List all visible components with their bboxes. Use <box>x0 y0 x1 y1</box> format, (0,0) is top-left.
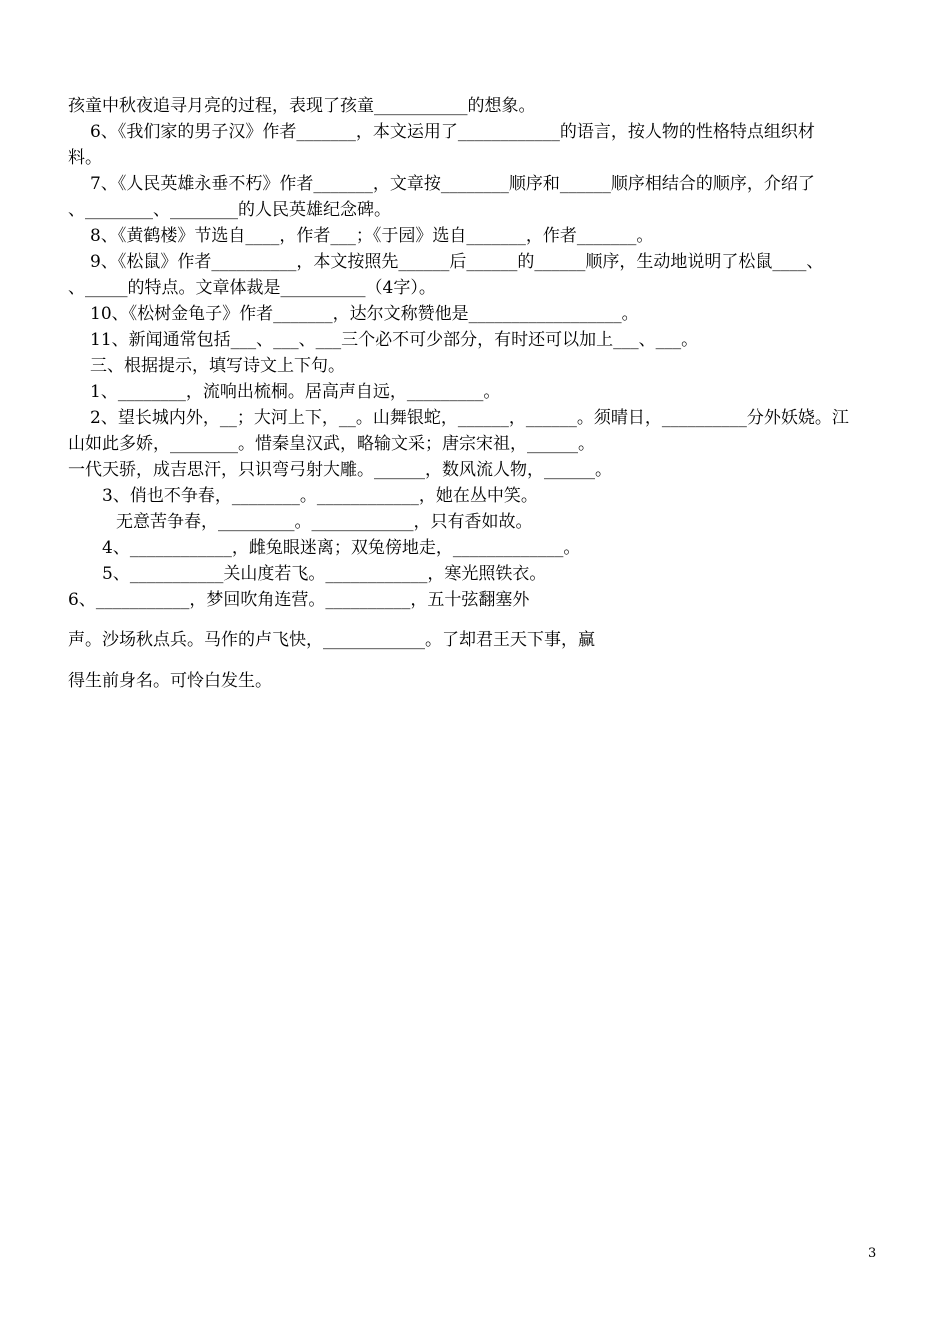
question-6: 6、《我们家的男子汉》作者_______，本文运用了____________的语言，按人物的性格特点组织材 <box>90 122 815 142</box>
text-line: 、________、________的人民英雄纪念碑。 <box>68 200 391 220</box>
text-line: 、_____的特点。文章体裁是__________（4字）。 <box>68 278 436 298</box>
poem-1: 1、________，流响出梳桐。居高声自远，_________。 <box>90 382 501 402</box>
question-11: 11、新闻通常包括___、___、___三个必不可少部分，有时还可以加上___、___。 <box>90 330 699 350</box>
page-number: 3 <box>868 1246 877 1261</box>
text-line: 一代天骄，成吉思汗，只识弯弓射大雕。______，数风流人物，______。 <box>68 460 612 480</box>
poem-2: 2、望长城内外，__；大河上下，__。山舞银蛇，______，______。须晴日，__________分外妖娆。江 <box>90 408 849 428</box>
question-8: 8、《黄鹤楼》节选自____，作者___；《于园》选自_______，作者_______。 <box>90 226 654 246</box>
document-body <box>68 93 888 694</box>
question-10: 10、《松树金龟子》作者_______，达尔文称赞他是__________________。 <box>90 304 639 324</box>
text-line: 山如此多娇，________。惜秦皇汉武，略输文采；唐宗宋祖，______。 <box>68 434 595 454</box>
text-line: 得生前身名。可怜白发生。 <box>68 671 272 691</box>
question-9: 9、《松鼠》作者__________，本文按照先______后______的______顺序，生动地说明了松鼠____、 <box>90 252 824 272</box>
text-line: 声。沙场秋点兵。马作的卢飞快，____________。了却君王天下事，赢 <box>68 630 595 650</box>
poem-6: 6、___________，梦回吹角连营。__________，五十弦翻塞外 <box>68 590 530 610</box>
section-heading: 三、根据提示，填写诗文上下句。 <box>90 356 345 376</box>
text-line: 料。 <box>68 148 102 168</box>
poem-5: 5、___________关山度若飞。____________，寒光照铁衣。 <box>102 564 547 584</box>
poem-4: 4、____________，雌兔眼迷离；双兔傍地走，_____________。 <box>102 538 581 558</box>
text-line: 无意苦争春，_________。____________，只有香如故。 <box>116 512 533 532</box>
text-line: 孩童中秋夜追寻月亮的过程，表现了孩童___________的想象。 <box>68 96 536 116</box>
poem-3: 3、俏也不争春，________。____________，她在丛中笑。 <box>102 486 538 506</box>
question-7: 7、《人民英雄永垂不朽》作者_______，文章按________顺序和______顺序相结合的顺序，介绍了 <box>90 174 815 194</box>
